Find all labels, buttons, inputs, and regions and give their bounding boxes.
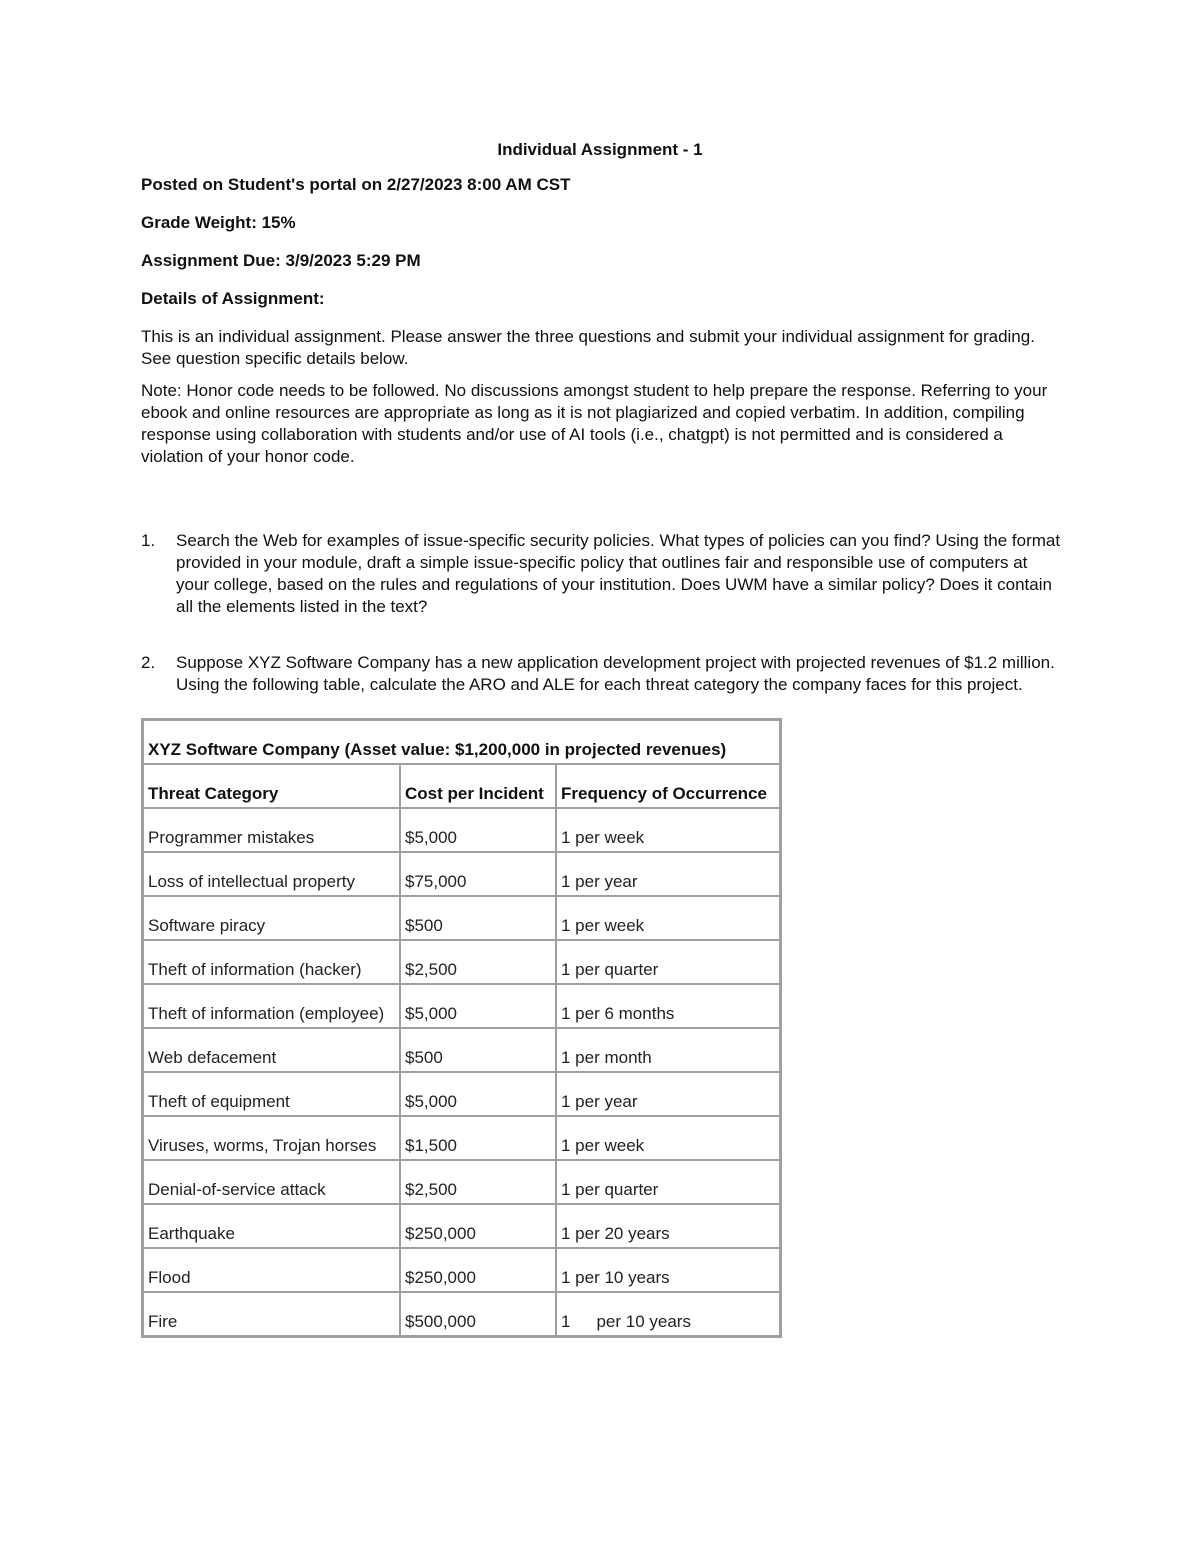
header-cost-per-incident: Cost per Incident (400, 764, 556, 808)
cell-cost: $500 (400, 1028, 556, 1072)
cell-category: Theft of equipment (143, 1072, 400, 1116)
document-page (141, 140, 1061, 1338)
table-caption-row (143, 720, 780, 764)
cell-frequency: 1 per year (556, 852, 780, 896)
table-row (143, 1292, 780, 1336)
table-row (143, 896, 780, 940)
cell-frequency: 1 per 10 years (556, 1248, 780, 1292)
table-row (143, 1160, 780, 1204)
frequency-period: per 10 years (596, 1312, 691, 1331)
cell-frequency: 1 per week (556, 1116, 780, 1160)
cell-category: Programmer mistakes (143, 808, 400, 852)
posted-date: Posted on Student's portal on 2/27/2023 8:00 AM CST (141, 175, 571, 194)
cell-cost: $2,500 (400, 940, 556, 984)
cell-frequency: 1 per 6 months (556, 984, 780, 1028)
document-title: Individual Assignment - 1 (497, 140, 703, 159)
threat-table (141, 718, 782, 1338)
question-list (141, 530, 1061, 696)
cell-category: Denial-of-service attack (143, 1160, 400, 1204)
cell-category: Viruses, worms, Trojan horses (143, 1116, 400, 1160)
cell-cost: $250,000 (400, 1248, 556, 1292)
table-caption: XYZ Software Company (Asset value: $1,200,000 in projected revenues) (143, 720, 780, 764)
question-text: Search the Web for examples of issue-specific security policies. What types of policies can you find? Using the format provided in your module, draft a simple issue-specific policy that outlines fair and responsible use of computers at your college, based on the rules and regulations of your institution. Does UWM have a similar policy? Does it contain all the elements listed in the text? (176, 531, 1061, 616)
cell-cost: $5,000 (400, 1072, 556, 1116)
table-row (143, 1072, 780, 1116)
cell-category: Loss of intellectual property (143, 852, 400, 896)
frequency-count: 1 (561, 1312, 571, 1331)
cell-cost: $1,500 (400, 1116, 556, 1160)
table-row (143, 808, 780, 852)
grade-weight: Grade Weight: 15% (141, 213, 296, 232)
cell-frequency (556, 1292, 780, 1336)
due-date: Assignment Due: 3/9/2023 5:29 PM (141, 251, 421, 270)
cell-cost: $500 (400, 896, 556, 940)
cell-cost: $5,000 (400, 984, 556, 1028)
table-row (143, 852, 780, 896)
cell-frequency: 1 per quarter (556, 940, 780, 984)
cell-category: Web defacement (143, 1028, 400, 1072)
question-item (141, 652, 1061, 696)
question-number: 2. (141, 653, 156, 672)
cell-category: Theft of information (employee) (143, 984, 400, 1028)
cell-category: Earthquake (143, 1204, 400, 1248)
cell-category: Theft of information (hacker) (143, 940, 400, 984)
table-row (143, 1028, 780, 1072)
question-text: Suppose XYZ Software Company has a new application development project with projected revenues of $1.2 million. Using the following table, calculate the ARO and ALE for each threat category the company faces for this project. (176, 653, 1055, 694)
header-frequency: Frequency of Occurrence (556, 764, 780, 808)
honor-code-note: Note: Honor code needs to be followed. No discussions amongst student to help prepare the response. Referring to your ebook and online resources are appropriate as long as it is not plagiarized and copied verbatim. In addition, compiling response using collaboration with students and/or use of AI tools (i.e., chatgpt) is not permitted and is considered a violation of your honor code. (141, 381, 1048, 466)
cell-frequency: 1 per year (556, 1072, 780, 1116)
cell-cost: $75,000 (400, 852, 556, 896)
spacer (141, 478, 1061, 530)
table-row (143, 1116, 780, 1160)
question-item (141, 530, 1061, 618)
question-number: 1. (141, 531, 156, 550)
details-heading: Details of Assignment: (141, 289, 325, 308)
table-row (143, 984, 780, 1028)
cell-cost: $500,000 (400, 1292, 556, 1336)
cell-frequency: 1 per quarter (556, 1160, 780, 1204)
cell-frequency: 1 per week (556, 808, 780, 852)
cell-frequency: 1 per month (556, 1028, 780, 1072)
cell-frequency: 1 per week (556, 896, 780, 940)
cell-category: Fire (143, 1292, 400, 1336)
cell-cost: $5,000 (400, 808, 556, 852)
cell-cost: $2,500 (400, 1160, 556, 1204)
header-threat-category: Threat Category (143, 764, 400, 808)
intro-paragraph: This is an individual assignment. Please answer the three questions and submit your individual assignment for grading. See question specific details below. (141, 327, 1035, 368)
table-row (143, 1204, 780, 1248)
table-header-row (143, 764, 780, 808)
cell-category: Flood (143, 1248, 400, 1292)
cell-category: Software piracy (143, 896, 400, 940)
table-row (143, 1248, 780, 1292)
cell-cost: $250,000 (400, 1204, 556, 1248)
table-row (143, 940, 780, 984)
cell-frequency: 1 per 20 years (556, 1204, 780, 1248)
